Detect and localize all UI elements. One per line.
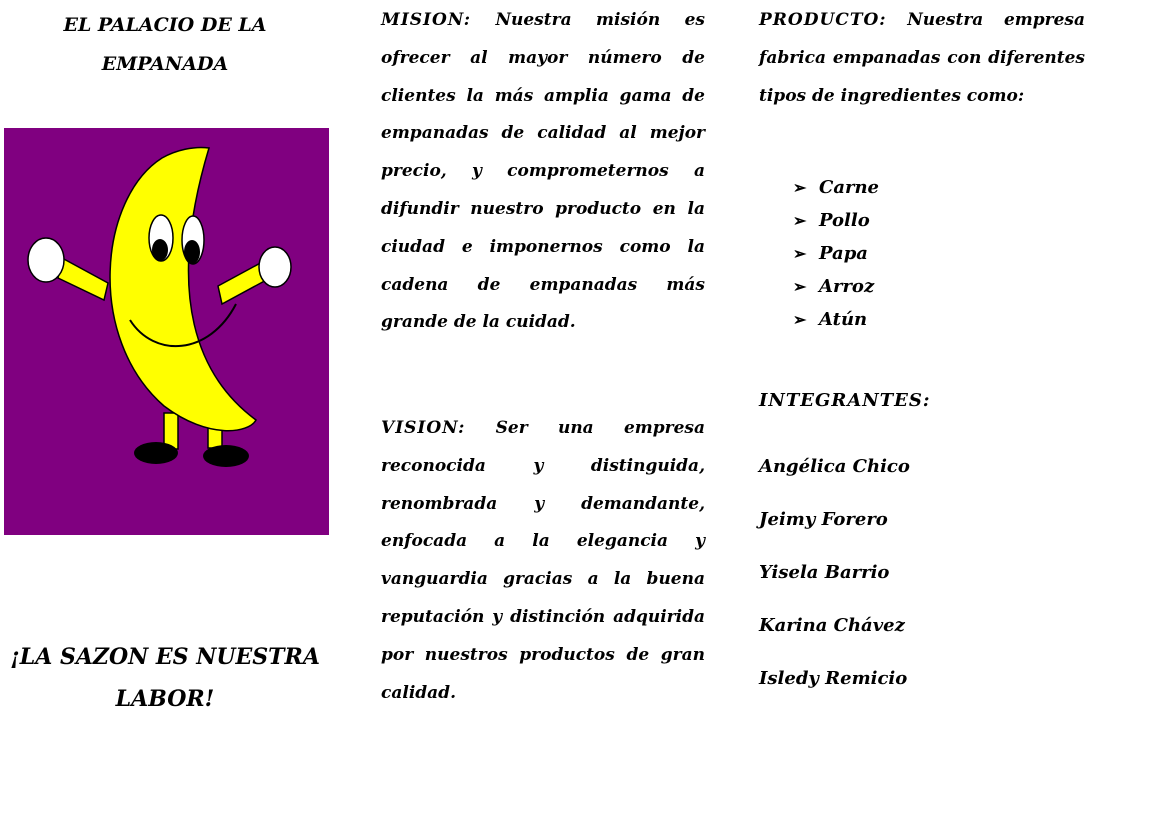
mision-paragraph xyxy=(381,2,705,342)
list-item xyxy=(793,270,879,303)
product-name: Pollo xyxy=(819,210,870,231)
vision-text: Ser una empresa reconocida y distinguida, renombrada y demandante, enfocada a la elegancia y vanguardia gracias a la buena reputación y distinción adquirida por nuestros productos de gran calidad. xyxy=(381,418,706,703)
slogan xyxy=(0,636,330,720)
title-line-1: EL PALACIO DE LA xyxy=(63,14,267,36)
vision-label: VISION: xyxy=(381,418,466,438)
arrow-bullet-icon: ➢ xyxy=(793,211,807,230)
member-name: Isledy Remicio xyxy=(759,668,908,689)
product-name: Arroz xyxy=(819,276,875,297)
slogan-line-1: ¡LA SAZON ES NUESTRA xyxy=(10,644,320,670)
title-line-2: EMPANADA xyxy=(101,53,229,75)
mision-label: MISION: xyxy=(381,10,472,30)
slogan-line-2: LABOR! xyxy=(115,686,215,712)
arrow-bullet-icon: ➢ xyxy=(793,310,807,329)
list-item xyxy=(793,204,879,237)
producto-paragraph xyxy=(759,2,1085,115)
brochure-title xyxy=(30,6,300,84)
arrow-bullet-icon: ➢ xyxy=(793,244,807,263)
product-name: Atún xyxy=(819,309,868,330)
product-name: Papa xyxy=(819,243,868,264)
integrantes-heading: INTEGRANTES: xyxy=(759,390,931,411)
producto-text: Nuestra empresa fabrica empanadas con diferentes tipos de ingredientes como: xyxy=(759,10,1085,106)
vision-paragraph xyxy=(381,410,705,712)
mision-text: Nuestra misión es ofrecer al mayor número de clientes la más amplia gama de empanadas de calidad al mejor precio, y comprometernos a difundir nuestro producto en la ciudad e imponernos como la cadena de empanadas más grande de la cuidad. xyxy=(381,10,705,333)
members-list xyxy=(759,440,910,705)
arrow-bullet-icon: ➢ xyxy=(793,178,807,197)
list-item xyxy=(793,303,879,336)
member-name: Karina Chávez xyxy=(759,615,905,636)
member-name: Angélica Chico xyxy=(759,456,910,477)
member-name: Jeimy Forero xyxy=(759,509,888,530)
arrow-bullet-icon: ➢ xyxy=(793,277,807,296)
list-item xyxy=(793,237,879,270)
member-name: Yisela Barrio xyxy=(759,562,890,583)
list-item xyxy=(793,171,879,204)
producto-label: PRODUCTO: xyxy=(759,10,887,30)
empanada-mascot-icon xyxy=(4,128,329,535)
product-name: Carne xyxy=(819,177,880,198)
product-list xyxy=(793,171,879,336)
